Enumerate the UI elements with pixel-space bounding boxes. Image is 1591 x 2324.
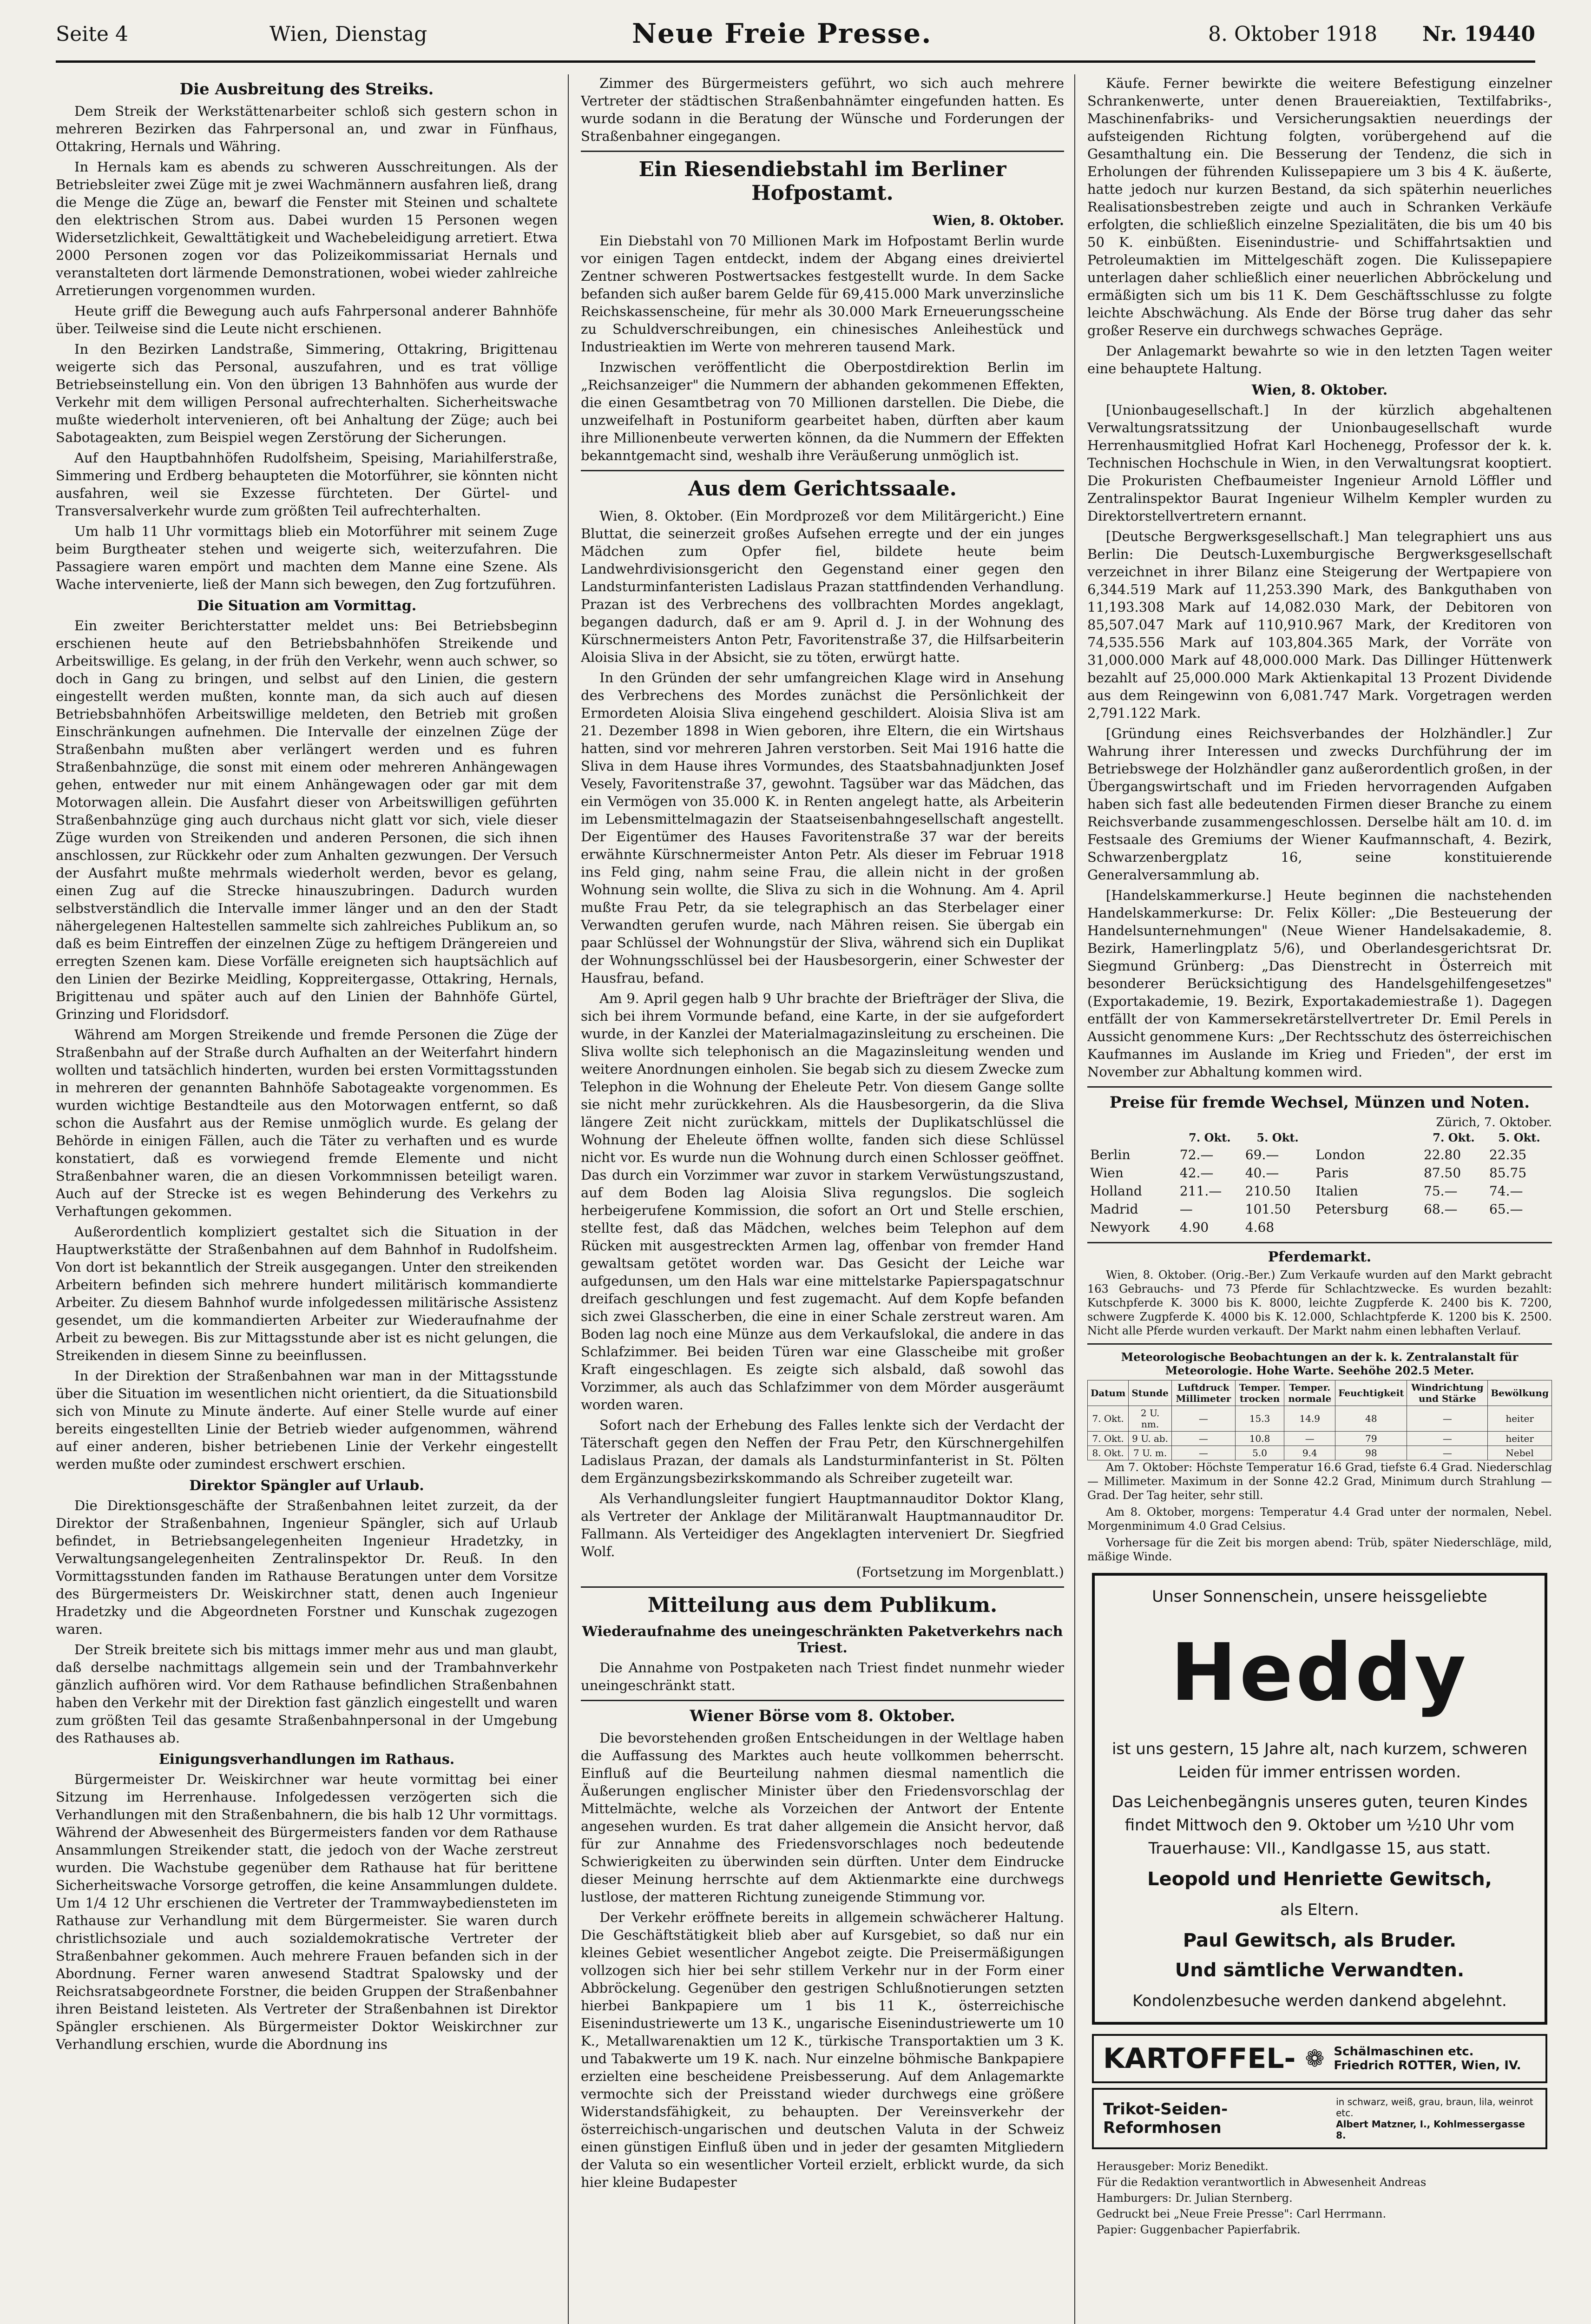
fx-cell: Newyork bbox=[1090, 1220, 1150, 1235]
weather-row bbox=[1088, 1406, 1552, 1432]
section-heading: Einigungsverhandlungen im Rathaus. bbox=[158, 1751, 455, 1768]
forecast: Vorhersage für die Zeit bis morgen abend: Trüb, später Niederschläge, mild, mäßige Winde. bbox=[1087, 1536, 1552, 1563]
eagle-icon: ❁ bbox=[1305, 2045, 1325, 2072]
ad-product: Schälmaschinen etc. bbox=[1334, 2045, 1474, 2059]
imprint-line: Hamburgers: Dr. Julian Sternberg. bbox=[1097, 2192, 1293, 2205]
fx-cell: Paris bbox=[1315, 1165, 1349, 1181]
weather-cell: 10.8 bbox=[1235, 1432, 1284, 1446]
fx-cell: 69.— bbox=[1245, 1147, 1279, 1162]
fx-row bbox=[1087, 1182, 1552, 1200]
divider bbox=[1087, 1086, 1552, 1088]
paragraph: Inzwischen veröffentlicht die Oberpostdirektion Berlin im „Reichsanzeiger" die Nummern der abhanden gekommenen Effekten, die einen Gesamtbetrag von 70 Millionen darstellen. Die Diebe, die unzweifelhaft in Postuniform gearbeitet haben, dürften aber kaum ihre Millionenbeute verwerten können, da die Nummern der Effekten bekanntgemacht sind, weshalb ihre Veräußerung unmöglich ist. bbox=[581, 359, 1064, 463]
weather-cell: — bbox=[1407, 1446, 1488, 1460]
obituary-name: Heddy bbox=[1170, 1627, 1469, 1719]
imprint bbox=[1087, 2154, 1552, 2242]
paragraph: In den Gründen der sehr umfangreichen Klage wird in Ansehung des Verbrechens des Mordes zunächst die Persönlichkeit der Ermordeten Aloisia Sliva eingehend geschildert. Aloisia Sliva ist am 21. Dezember 1898 in Wien geboren, ihre Eltern, die ein Wirtshaus hatten, sind vor mehreren Jahren verstorben. Seit Mai 1916 hatte die Sliva in dem Hause ihres Vormundes, des Staatsbahnadjunkten Josef Vesely, Favoritenstraße 37, gewohnt. Tagsüber war das Mädchen, das ein Vermögen von 35.000 K. in Renten angelegt hatte, als Arbeiterin im Lebensmittelmagazin der Staatseisenbahngesellschaft angestellt. Der Eigentümer des Hauses Favoritenstraße 37 war der bereits erwähnte Kürschnermeister Anton Petr. Als dieser im Februar 1918 ins Feld ging, nahm seine Frau, die allein nicht in der großen Wohnung sein wollte, die Sliva zu sich in die Wohnung. Am 4. April mußte Frau Petr, da sie telegraphisch an das Sterbelager einer Verwandten gerufen wurde, nach Mähren reisen. Sie übergab ein paar Schlüssel der Wohnungstür der Sliva, während sich ein Duplikat der Wohnungsschlüssel bei der Hausbesorgerin, einer Schwester der Hausfrau, befand. bbox=[581, 670, 1064, 986]
weather-cell: — bbox=[1171, 1446, 1235, 1460]
weather-cell: heiter bbox=[1488, 1406, 1552, 1432]
fx-cell: Madrid bbox=[1090, 1202, 1138, 1217]
weather-header-cell: Luftdruck Millimeter bbox=[1171, 1380, 1235, 1406]
paragraph: Wien, 8. Oktober. (Ein Mordprozeß vor dem Militärgericht.) Eine Bluttat, die seinerzeit großes Aufsehen erregte und der ein junges Mädchen zum Opfer fiel, bildete heute beim Landwehrdivisionsgericht den Gegenstand einer gegen den Landsturminfanteristen Ladislaus Prazan stattfindenden Verhandlung. Prazan ist des Verbrechens des vollbrachten Mordes angeklagt, begangen dadurch, daß er am 9. April d. J. in der Wohnung des Kürschnermeisters Anton Petr, Favoritenstraße 37, die Hilfsarbeiterin Aloisia Sliva in der Absicht, sie zu töten, erwürgt hatte. bbox=[581, 508, 1064, 665]
paragraph: Dem Streik der Werkstättenarbeiter schloß sich gestern schon in mehreren Bezirken das Fahrpersonal an, und zwar in Fünfhaus, Ottakring, Hernals und Währing. bbox=[56, 103, 558, 154]
paragraph: Sofort nach der Erhebung des Falles lenkte sich der Verdacht der Täterschaft gegen den Neffen der Frau Petr, den Kürschnergehilfen Ladislaus Prazan, der damals als Landsturminfanterist in St. Pölten dem Ergänzungsbezirkskommando als Schreiber zugeteilt war. bbox=[581, 1417, 1064, 1486]
weather-cell: 14.9 bbox=[1284, 1406, 1335, 1432]
weather-cell: 7 U. m. bbox=[1129, 1446, 1172, 1460]
obituary-funeral: Das Leichenbegängnis unseres guten, teuren Kindes findet Mittwoch den 9. Oktober um ½10 Uhr vom Trauerhause: VII., Kandlgasse 15, aus statt. bbox=[1111, 1793, 1528, 1858]
fx-cell: Holland bbox=[1090, 1183, 1142, 1199]
imprint-line: Für die Redaktion verantwortlich in Abwesenheit Andreas bbox=[1097, 2176, 1427, 2189]
article-headline: Ein Riesendiebstahl im Berliner Hofpostamt. bbox=[638, 158, 1006, 205]
fx-cell: 101.50 bbox=[1245, 1202, 1291, 1217]
paragraph: Ein zweiter Berichterstatter meldet uns: Bei Betriebsbeginn erschienen heute auf den Betriebsbahnhöfen Streikende und Arbeitswillige. Es gelang, in der früh den Verkehr, wenn auch schwer, so doch in Gang zu bringen, und selbst auf den Linien, die gestern eingestellt werden mußten, konnte man, da sich auch auf diesen Betriebsbahnhöfen Arbeitswillige meldeten, den Betrieb mit großen Einschränkungen aufnehmen. Die Intervalle der einzelnen Züge der Straßenbahn mußten aber verlängert werden und es fuhren Straßenbahnzüge, die sonst mit einem oder mehreren Anhängewagen gehen, entweder nur mit einem Anhängewagen oder gar mit dem Motorwagen allein. Die Ausfahrt dieser von Arbeitswilligen geführten Straßenbahnzüge ging auch durchaus nicht glatt vor sich, viele dieser Züge wurden von Streikenden und anderen Personen, die sich ihnen anschlossen, zur Rückkehr oder zum Anhalten gezwungen. Der Versuch der Ausfahrt mußte mehrmals wiederholt werden, bevor es gelang, einen Zug auf die Strecke hinauszubringen. Dadurch wurden selbstverständlich die Intervalle immer länger und an den der Stadt nähergelegenen Haltestellen sammelte sich zahlreiches Publikum an, so daß es beim Eintreffen der einzelnen Züge zu heftigem Drängereien und erregten Szenen kam. Diese Vorfälle ereigneten sich hauptsächlich auf den Linien der Bezirke Meidling, Koppreitergasse, Ottakring, Hernals, Brigittenau und später auch auf den Linien der Bahnhöfe Gürtel, Grinzing und Floridsdorf. bbox=[56, 618, 558, 1022]
weather-cell: — bbox=[1407, 1432, 1488, 1446]
paragraph: In den Bezirken Landstraße, Simmering, Ottakring, Brigittenau weigerte sich das Personal, auszufahren, und es trat völlige Betriebseinstellung ein. Von den übrigen 13 Bahnhöfen aus wurde der Verkehr mit dem willigen Personal aufrechterhalten. Sicherheitswache mußte wiederholt intervenieren, oft bei Anhaltung der Züge; auch bei Sabotageakten, zum Beispiel wegen Zerstörung der Sicherungen. bbox=[56, 341, 558, 445]
section-heading: Direktor Spängler auf Urlaub. bbox=[189, 1478, 424, 1494]
section-heading: Pferdemarkt. bbox=[1268, 1249, 1372, 1265]
fx-header-cell: 5. Okt. bbox=[1256, 1131, 1299, 1144]
weather-cell: heiter bbox=[1488, 1432, 1552, 1446]
column-3 bbox=[1087, 74, 1552, 2324]
article-headline: Mitteilung aus dem Publikum. bbox=[647, 1593, 998, 1617]
continuation-note: (Fortsetzung im Morgenblatt.) bbox=[856, 1564, 1064, 1580]
fx-cell: 87.50 bbox=[1424, 1165, 1461, 1181]
potato-peeler-ad bbox=[1092, 2034, 1547, 2083]
fx-cell: 75.— bbox=[1424, 1183, 1458, 1199]
obituary-brother: Paul Gewitsch, als Bruder. bbox=[1183, 1930, 1457, 1951]
paragraph: Der Streik breitete sich bis mittags immer mehr aus und man glaubt, daß derselbe nachmittags allgemein sein und der Trambahnverkehr gänzlich aufhören wird. Vor dem Rathause befindlichen Straßenbahnen haben den Verkehr mit der Direktion fast gänzlich eingestellt und waren zum größten Teil das gesamte Straßenbahnpersonal in der Umgebung des Rathauses ab. bbox=[56, 1642, 558, 1746]
fx-row bbox=[1087, 1218, 1552, 1236]
fx-cell bbox=[1486, 1218, 1552, 1236]
weather-cell: 48 bbox=[1335, 1406, 1407, 1432]
divider bbox=[581, 1586, 1064, 1588]
obituary-text: ist uns gestern, 15 Jahre alt, nach kurzem, schweren Leiden für immer entrissen worden. bbox=[1111, 1740, 1528, 1782]
weather-cell: — bbox=[1171, 1432, 1235, 1446]
weather-cell: 79 bbox=[1335, 1432, 1407, 1446]
fx-cell: 211.— bbox=[1179, 1183, 1222, 1199]
divider bbox=[1087, 1343, 1552, 1345]
section-heading: Preise für fremde Wechsel, Münzen und Noten. bbox=[1109, 1093, 1530, 1112]
exchange-rate-table bbox=[1087, 1129, 1552, 1236]
weather-cell: 2 U. nm. bbox=[1129, 1406, 1172, 1432]
section-heading: Die Situation am Vormittag. bbox=[197, 598, 417, 614]
paragraph: Die Annahme von Postpaketen nach Triest findet nunmehr wieder uneingeschränkt statt. bbox=[581, 1660, 1064, 1693]
dateline: Wien, 8. Oktober. bbox=[1251, 382, 1388, 398]
obituary-ad bbox=[1092, 1573, 1547, 2025]
ad-company: Friedrich ROTTER, Wien, IV. bbox=[1334, 2059, 1521, 2073]
divider bbox=[581, 470, 1064, 471]
weather-cell: 8. Okt. bbox=[1088, 1446, 1129, 1460]
fx-cell: 42.— bbox=[1179, 1165, 1214, 1181]
paragraph: Die bevorstehenden großen Entscheidungen in der Weltlage haben die Auffassung des Marktes auch heute vollkommen beherrscht. Einfluß auf die Beurteilung nahmen diesmal namentlich die Äußerungen englischer Minister über den Friedensvorschlag der Mittelmächte, welche als Vorzeichen der Antwort der Entente angesehen wurden. Es trat daher allgemein die Ansicht hervor, daß für zur Annahme des Friedensvorschlages noch bedeutende Schwierigkeiten zu überwinden sein dürften. Unter dem Eindrucke dieser Meinung herrschte auf dem Aktienmarkte eine durchwegs lustlose, der matteren Richtung zuneigende Stimmung vor. bbox=[581, 1730, 1064, 1905]
fx-cell: Petersburg bbox=[1315, 1202, 1389, 1217]
paragraph: Auf den Hauptbahnhöfen Rudolfsheim, Speising, Mariahilferstraße, Simmering und Erdberg behaupteten die Motorführer, sie könnten nicht ausfahren, weil sie Exzesse fürchteten. Der Gürtel- und Transversalverkehr wurde zum größten Teil aufrechterhalten. bbox=[56, 450, 558, 519]
fx-cell: 22.80 bbox=[1424, 1147, 1461, 1162]
article-headline: Aus dem Gerichtssaale. bbox=[688, 477, 957, 501]
fx-cell: 68.— bbox=[1424, 1202, 1458, 1217]
paragraph: Wien, 8. Oktober. (Orig.-Ber.) Zum Verkaufe wurden auf den Markt gebracht 163 Gebrauchs- und 73 Pferde für Schlachtzwecke. Es wurden bezahlt: Kutschpferde K. 3000 bis K. 8000, leichte Zugpferde K. 2400 bis K. 7200, schwere Zugpferde K. 4000 bis K. 12.000, Schlachtpferde K. 1200 bis K. 2500. Nicht alle Pferde wurden verkauft. Der Markt nahm einen lebhaften Verlauf. bbox=[1087, 1268, 1552, 1337]
fx-row bbox=[1087, 1146, 1552, 1164]
weather-header-cell: Stunde bbox=[1129, 1380, 1172, 1406]
imprint-line: Herausgeber: Moriz Benedikt. bbox=[1097, 2160, 1269, 2173]
paragraph: [Handelskammerkurse.] Heute beginnen die nachstehenden Handelskammerkurse: Dr. Felix Köller: „Die Besteuerung der Handelsunternehmungen" (Neue Wiener Handelsakademie, 8. Bezirk, Hamerlingplatz 5/6), und Oberlandesgerichtsrat Dr. Siegmund Grünberg: „Das Dienstrecht in Österreich mit besonderer Berücksichtigung des Handelsgehilfengesetzes" (Exportakademie, 19. Bezirk, Exportakademiestraße 1). Dagegen entfällt der von Kammersekretärstellvertreter Dr. Emil Perels in Aussicht genommene Kurs: „Der Rechtsschutz des österreichischen Kaufmannes im Auslande im Krieg und Frieden", der erst im November zur Abhaltung kommen wird. bbox=[1087, 887, 1552, 1080]
fx-cell: 22.35 bbox=[1489, 1147, 1527, 1162]
weather-table bbox=[1087, 1380, 1552, 1460]
column-rule bbox=[1074, 74, 1075, 2324]
ad-headline: Trikot-Seiden-Reformhosen bbox=[1103, 2100, 1228, 2137]
imprint-line: Gedruckt bei „Neue Freie Presse": Carl Herrmann. bbox=[1097, 2207, 1387, 2220]
weather-cell: — bbox=[1171, 1406, 1235, 1432]
fx-cell: Wien bbox=[1090, 1165, 1124, 1181]
paragraph: Am 8. Oktober, morgens: Temperatur 4.4 Grad unter der normalen, Nebel. Morgenminimum 4.0 Grad Celsius. bbox=[1087, 1505, 1552, 1532]
paragraph: Bürgermeister Dr. Weiskirchner war heute vormittag bei einer Sitzung im Herrenhause. Infolgedessen verzögerten sich die Verhandlungen mit den Straßenbahnern, die bis halb 12 Uhr vormittags. Während der Abwesenheit des Bürgermeisters fanden vor dem Rathause Ansammlungen Streikender statt, die jedoch von der Wache zerstreut wurden. Die Wachstube gegenüber dem Rathause hat für berittene Sicherheitswache Vorsorge getroffen, die keine Ansammlungen duldete. Um 1/4 12 Uhr erschienen die Vertreter der Trammwaybediensteten im Rathause zur Verhandlung mit dem Bürgermeister. Sie waren durch christlichsoziale und auch sozialdemokratische Vertreter der Straßenbahner gekommen. Auch mehrere Frauen befanden sich in der Abordnung. Ferner waren anwesend Stadtrat Spalowsky und der Reichsratsabgeordnete Forstner, die beiden Gruppen der Straßenbahner ihren Beistand leisteten. Als Vertreter der Straßenbahnen ist Direktor Spängler erschienen. Als Bürgermeister Doktor Weiskirchner zur Verhandlung erschien, wurde die Abordnung ins bbox=[56, 1771, 558, 2052]
weather-cell: 7. Okt. bbox=[1088, 1406, 1129, 1432]
fx-row bbox=[1087, 1200, 1552, 1218]
paragraph: In Hernals kam es abends zu schweren Ausschreitungen. Als der Betriebsleiter zwei Züge mit je zwei Wachmännern ausfahren ließ, drang die Menge die Züge an, bewarf die Fenster mit Steinen und schaltete den elektrischen Strom aus. Dabei wurden 15 Personen wegen Widersetzlichkeit, Gewalttätigkeit und Wachebeleidigung arretiert. Etwa 2000 Personen zogen vor das Polizeikommissariat Hernals und veranstalteten dort lärmende Demonstrationen, wobei wieder zahlreiche Arretierungen vorgenommen wurden. bbox=[56, 159, 558, 298]
weather-cell: Nebel bbox=[1488, 1446, 1552, 1460]
fx-cell: Berlin bbox=[1090, 1147, 1131, 1162]
paragraph: Der Verkehr eröffnete bereits in allgemein schwächerer Haltung. Die Geschäftstätigkeit blieb aber auf Kursgebiet, so daß nur ein kleines Gebiet wesentlicher Angebot zeigte. Die Preisermäßigungen vollzogen sich hier bei sehr stillem Verkehr nur in der Form einer Abbröckelung. Gegenüber den gestrigen Schlußnotierungen setzten hierbei Bankpapiere um 1 bis 11 K., österreichische Eisenindustriewerte um 13 K., ungarische Eisenindustriewerte um 10 K., Metallwarenaktien um 12 K., türkische Transportaktien um 3 K. und Tabakwerte um 19 K. nach. Nur einzelne böhmische Bankpapiere erzielten eine bescheidene Preisbesserung. Auf dem Anlagemarkte vermochte sich der Preisstand wieder durchwegs eine größere Widerstandsfähigkeit, zu behaupten. Der Vereinsverkehr der österreichisch-ungarischen und deutschen Valuta in der Schweiz einen günstigen Einfluß üben und in jeder der gesamten Mitgliedern der Valuta so ein wesentlicher Vorteil erzielt, erblickt wurde, da sich hier kleine Budapester bbox=[581, 1909, 1064, 2190]
paragraph: Der Anlagemarkt bewahrte so wie in den letzten Tagen weiter eine behauptete Haltung. bbox=[1087, 343, 1552, 376]
fx-row bbox=[1087, 1164, 1552, 1182]
weather-cell: — bbox=[1407, 1406, 1488, 1432]
fx-cell: 74.— bbox=[1489, 1183, 1523, 1199]
fx-cell: 40.— bbox=[1245, 1165, 1279, 1181]
fx-cell: 4.90 bbox=[1179, 1220, 1209, 1235]
fx-cell bbox=[1421, 1218, 1486, 1236]
fx-cell: 72.— bbox=[1179, 1147, 1214, 1162]
divider bbox=[581, 151, 1064, 152]
paragraph: Ein Diebstahl von 70 Millionen Mark im Hofpostamt Berlin wurde vor einigen Tagen entdeckt, indem der Abgang eines dreiviertel Zentner schweren Postwertsackes festgestellt wurde. In dem Sacke befanden sich außer barem Gelde für 69,415.000 Mark unverzinsliche Reichskassenscheine, für mehr als 30.000 Mark Erneuerungsscheine zu Schuldverschreibungen, ein chinesisches Anleihestück und Industrieaktien im Werte von mehreren tausend Mark. bbox=[581, 233, 1064, 355]
fx-cell: 65.— bbox=[1489, 1202, 1523, 1217]
fx-cell: — bbox=[1179, 1202, 1193, 1217]
paragraph: Als Verhandlungsleiter fungiert Hauptmannauditor Doktor Klang, als Vertreter der Anklage der Militäranwalt Hauptmannauditor Dr. Fallmann. Als Verteidiger des Angeklagten interveniert Dr. Siegfried Wolf. bbox=[581, 1491, 1064, 1559]
weather-cell: 9 U. ab. bbox=[1129, 1432, 1172, 1446]
weather-header-cell: Bewölkung bbox=[1488, 1380, 1552, 1406]
weather-cell: 5.0 bbox=[1235, 1446, 1284, 1460]
section-heading: Wiener Börse vom 8. Oktober. bbox=[690, 1707, 955, 1725]
column-1 bbox=[56, 74, 558, 2324]
paragraph: Um halb 11 Uhr vormittags blieb ein Motorführer mit seinem Zuge beim Burgtheater stehen und weigerte sich, weiterzufahren. Die Passagiere waren empört und machten dem Manne eine Szene. Als Wache intervenierte, ließ der Mann sich bewegen, den Zug fortzuführen. bbox=[56, 523, 558, 592]
weather-cell: 98 bbox=[1335, 1446, 1407, 1460]
fx-cell: Italien bbox=[1315, 1183, 1358, 1199]
paragraph: [Unionbaugesellschaft.] In der kürzlich abgehaltenen Verwaltungsratssitzung der Unionbaugesellschaft wurde Herrenhausmitglied Hofrat Karl Hochenegg, Professor der k. k. Technischen Hochschule in Wien, in den Verwaltungsrat kooptiert. Die Prokuristen Chefbaumeister Ingenieur Arnold Löffler und Zentralinspektor Baurat Ingenieur Wilhelm Kempler wurden zu Direktorstellvertretern ernannt. bbox=[1087, 402, 1552, 524]
paragraph: Am 9. April gegen halb 9 Uhr brachte der Briefträger der Sliva, die sich bei ihrem Vormunde befand, eine Karte, in der sie aufgefordert wurde, in der Kanzlei der Materialmagazinsleitung zu erscheinen. Die Sliva wollte sich telephonisch an die Magazinsleitung wenden und weitere Anordnungen einholen. Sie begab sich zu diesem Zwecke zum Telephon in die Wohnung der Eheleute Petr. Von diesem Gange sollte sie nicht mehr zurückkehren. Als die Hausbesorgerin, da die Sliva längere Zeit nicht zurückkam, mittels der Duplikatschlüssel die Wohnung der Eheleute öffnen wollte, fanden sich diese Schlüssel nicht vor. Es wurde nun die Wohnung durch einen Schlosser geöffnet. Das durch ein Vorzimmer war zuvor in starkem Verwüstungszustand, auf dem Boden lag Aloisia Sliva regungslos. Die sogleich herbeigerufene Kommission, die sofort an Ort und Stelle erschien, stellte fest, daß das Mädchen, welches beim Telephon auf dem Rücken mit ausgestreckten Armen lag, offenbar von fremder Hand gewaltsam getötet worden war. Das Gesicht der Leiche war aufgedunsen, um den Hals war eine mittelstarke Papierspagatschnur dreifach geschlungen und fest zugemacht. Auf dem Kopfe befanden sich zwei Glasscherben, die eine in einer Schale zerstreut waren. Am Boden lag noch eine Münze aus dem Verkaufslokal, die andere in das Schlafzimmer. Bei beiden Türen war eine Glasscheibe mit großer Kraft eingeschlagen. Es zeigte sich alsbald, daß sowohl das Vorzimmer, als auch das Schlafzimmer von dem Mörder ausgeräumt worden waren. bbox=[581, 990, 1064, 1413]
obituary-parents: Leopold und Henriette Gewitsch, bbox=[1147, 1868, 1492, 1890]
column-rule bbox=[568, 74, 569, 2324]
fx-header-cell: 7. Okt. bbox=[1189, 1131, 1231, 1144]
paragraph: Außerordentlich kompliziert gestaltet sich die Situation in der Hauptwerkstätte der Straßenbahnen auf dem Bahnhof in Rudolfsheim. Von dort ist bekanntlich der Streik ausgegangen. Unter den streikenden Arbeitern befinden sich mehrere hundert militärisch kommandierte Arbeiter. Zu diesem Bahnhof wurde infolgedessen militärische Assistenz gesendet, um die kommandierten Arbeiter zur Wiederaufnahme der Arbeit zu bewegen. Bis zur Mittagsstunde aber ist es nicht gelungen, die Streikenden in diesem Sinne zu beeinflussen. bbox=[56, 1224, 558, 1363]
weather-cell: 9.4 bbox=[1284, 1446, 1335, 1460]
issue-date: 8. Oktober 1918 bbox=[1208, 22, 1378, 46]
weather-cell: 7. Okt. bbox=[1088, 1432, 1129, 1446]
fx-header-cell: 7. Okt. bbox=[1433, 1131, 1475, 1144]
page-number: Seite 4 bbox=[56, 22, 128, 46]
issue-number: Nr. 19440 bbox=[1422, 22, 1535, 46]
fx-header-cell bbox=[1087, 1129, 1177, 1146]
ad-company: Albert Matzner, I., Kohlmessergasse 8. bbox=[1336, 2119, 1525, 2141]
obituary-parents-role: als Eltern. bbox=[1280, 1901, 1359, 1919]
underwear-ad bbox=[1092, 2088, 1547, 2149]
obituary-intro: Unser Sonnenschein, unsere heissgeliebte bbox=[1152, 1587, 1487, 1606]
page-header bbox=[56, 14, 1535, 63]
dateline-place: Wien, Dienstag bbox=[270, 22, 427, 46]
weather-row bbox=[1088, 1432, 1552, 1446]
paragraph: Während am Morgen Streikende und fremde Personen die Züge der Straßenbahn auf der Straße durch Aufhalten an der Weiterfahrt hindern wollten und tatsächlich hinderten, wurden bei ersten Vormittagsstunden in mehreren der genannten Bahnhöfe Sabotageakte vorgenommen. Es wurden wichtige Bestandteile aus den Motorwagen entfernt, so daß schon die Ausfahrt aus der Remise unmöglich wurde. Es gelang der Behörde in einigen Fällen, auch die Täter zu verhaften und es wurde konstatiert, daß es vorwiegend fremde Elemente und nicht Straßenbahner waren, die an diesen Vorkommnissen beteiligt waren. Auch auf der Strecke ist es wegen Behinderung des Verkehrs zu Verhaftungen gekommen. bbox=[56, 1027, 558, 1219]
weather-header-cell: Windrichtung und Stärke bbox=[1407, 1380, 1488, 1406]
fx-cell bbox=[1313, 1218, 1421, 1236]
weather-header-cell: Temper. normale bbox=[1284, 1380, 1335, 1406]
fx-cell: 85.75 bbox=[1489, 1165, 1527, 1181]
fx-header-cell: 5. Okt. bbox=[1498, 1131, 1540, 1144]
weather-header-cell: Feuchtigkeit bbox=[1335, 1380, 1407, 1406]
paragraph: In der Direktion der Straßenbahnen war man in der Mittagsstunde über die Situation im wesentlichen nicht orientiert, da die Situationsbild sich von Minute zu Minute änderte. Auf einer Stelle wurde auf einer bereits eingestellten Linie der Betrieb wieder aufgenommen, während auf einer anderen, bisher betriebenen Linie der Verkehr eingestellt werden mußte oder zumindest erschwert erschien. bbox=[56, 1368, 558, 1472]
section-heading: Meteorologische Beobachtungen an der k. k. Zentralanstalt für Meteorologie. Hohe Warte. Seehöhe 202.5 Meter. bbox=[1121, 1350, 1519, 1377]
paragraph: Zimmer des Bürgermeisters geführt, wo sich auch mehrere Vertreter der städtischen Straßenbahnämter eingefunden hatten. Es wurde sodann in die Beratung der Wünsche und Forderungen der Straßenbahner eingegangen. bbox=[581, 75, 1064, 144]
paragraph: Die Direktionsgeschäfte der Straßenbahnen leitet zurzeit, da der Direktor der Straßenbahnen, Ingenieur Spängler, sich auf Urlaub befindet, in Betriebsangelegenheiten Ingenieur Hradetzky, in Verwaltungsangelegenheiten Zentralinspektor Dr. Reuß. In den Vormittagsstunden fanden im Rathause Beratungen unter dem Vorsitze des Bürgermeisters Dr. Weiskirchner statt, denen auch Ingenieur Hradetzky und die Abgeordneten Forstner und Kunschak zugezogen waren. bbox=[56, 1498, 558, 1637]
section-heading: Die Ausbreitung des Streiks. bbox=[179, 80, 434, 99]
weather-cell: — bbox=[1284, 1432, 1335, 1446]
weather-header-cell: Datum bbox=[1088, 1380, 1129, 1406]
paragraph: [Gründung eines Reichsverbandes der Holzhändler.] Zur Wahrung ihrer Interessen und zwecks Durchführung der im Betriebswege der Holzhändler ganz außerordentlich großen, in der Übergangswirtschaft und im Frieden hervorragenden Aufgaben haben sich fast alle bedeutenden Firmen dieser Branche zu einem Reichsverbande zusammengeschlossen. Derselbe hält am 10. d. im Festsaale des Gremiums der Wiener Kaufmannschaft, 4. Bezirk, Schwarzenbergplatz 16, seine konstituierende Generalversammlung ab. bbox=[1087, 726, 1552, 883]
obituary-family: Und sämtliche Verwandten. bbox=[1175, 1960, 1465, 1981]
section-heading: Wiederaufnahme des uneingeschränkten Paketverkehrs nach Triest. bbox=[582, 1624, 1063, 1656]
paragraph: [Deutsche Bergwerksgesellschaft.] Man telegraphiert uns aus Berlin: Die Deutsch-Luxemburgische Bergwerksgesellschaft verzeichnet in ihrer Bilanz eine Steigerung der Wertpapiere von 6,344.519 Mark auf 11,253.390 Mark, des Bankguthaben von 11,193.308 Mark auf 14,082.030 Mark, der Debitoren von 85,507.047 Mark auf 110,910.967 Mark, der Kreditoren von 74,535.556 Mark auf 103,804.365 Mark, der Vorräte von 31,000.000 Mark auf 48,000.000 Mark. Das Dillinger Hüttenwerk bezahlt auf 25,000.000 Mark Aktienkapital 13 Prozent Dividende aus dem Reingewinn von 6,081.747 Mark. Vorgetragen werden 2,791.122 Mark. bbox=[1087, 528, 1552, 721]
fx-cell: 4.68 bbox=[1245, 1220, 1275, 1235]
obituary-note: Kondolenzbesuche werden dankend abgelehnt. bbox=[1132, 1992, 1507, 2010]
fx-place: Zürich, 7. Oktober. bbox=[1436, 1116, 1552, 1129]
imprint-line: Papier: Guggenbacher Papierfabrik. bbox=[1097, 2223, 1301, 2236]
paragraph: Käufe. Ferner bewirkte die weitere Befestigung einzelner Schrankenwerte, unter denen Brauereiaktien, Textilfabriks-, Maschinenfabriks- und Versicherungsaktien neuerdings der aufsteigenden Richtung folgten, vorübergehend auf die Gesamthaltung ein. Die Besserung der Tendenz, die sich in Erholungen der führenden Kulissepapiere um 3 bis 4 K. äußerte, hatte jedoch nur kurzen Bestand, da sich späterhin neuerliches Realisationsbestreben zeigte und auch in Schranken Verkäufe erfolgten, die schließlich einzelne Spezialitäten, die bis um 40 bis 50 K. einbüßten. Eisenindustrie- und Schiffahrtsaktien und Petroleumaktien im Mittelgeschäft zogen. Die Kulissepapiere unterlagen daher schließlich einer neuerlichen Abbröckelung und ermäßigten sich um bis 11 K. Dem Geschäftsschlusse zu folgte leichte Abschwächung. Als Ende der Börse trug daher das sehr großer Reserve ein durchwegs schwaches Gepräge. bbox=[1087, 75, 1552, 338]
column-2 bbox=[581, 74, 1064, 2324]
fx-cell: 210.50 bbox=[1245, 1183, 1291, 1199]
ad-headline: KARTOFFEL- bbox=[1103, 2042, 1296, 2075]
dateline: Wien, 8. Oktober. bbox=[933, 212, 1064, 228]
fx-cell: London bbox=[1315, 1147, 1365, 1162]
divider bbox=[1087, 1242, 1552, 1243]
ad-product: in schwarz, weiß, grau, braun, lila, weinrot etc. bbox=[1336, 2096, 1533, 2119]
paragraph: Heute griff die Bewegung auch aufs Fahrpersonal anderer Bahnhöfe über. Teilweise sind die Leute nicht erschienen. bbox=[56, 303, 558, 337]
weather-row bbox=[1088, 1446, 1552, 1460]
paragraph: Am 7. Oktober: Höchste Temperatur 16.6 Grad, tiefste 6.4 Grad. Niederschlag — Millimeter. Maximum in der Sonne 42.2 Grad, Minimum durch Strahlung — Grad. Der Tag heiter, sehr still. bbox=[1087, 1461, 1552, 1502]
masthead: Neue Freie Presse. bbox=[632, 18, 932, 49]
fx-header-cell bbox=[1313, 1129, 1421, 1146]
weather-cell: 15.3 bbox=[1235, 1406, 1284, 1432]
divider bbox=[581, 1700, 1064, 1701]
weather-header-cell: Temper. trocken bbox=[1235, 1380, 1284, 1406]
